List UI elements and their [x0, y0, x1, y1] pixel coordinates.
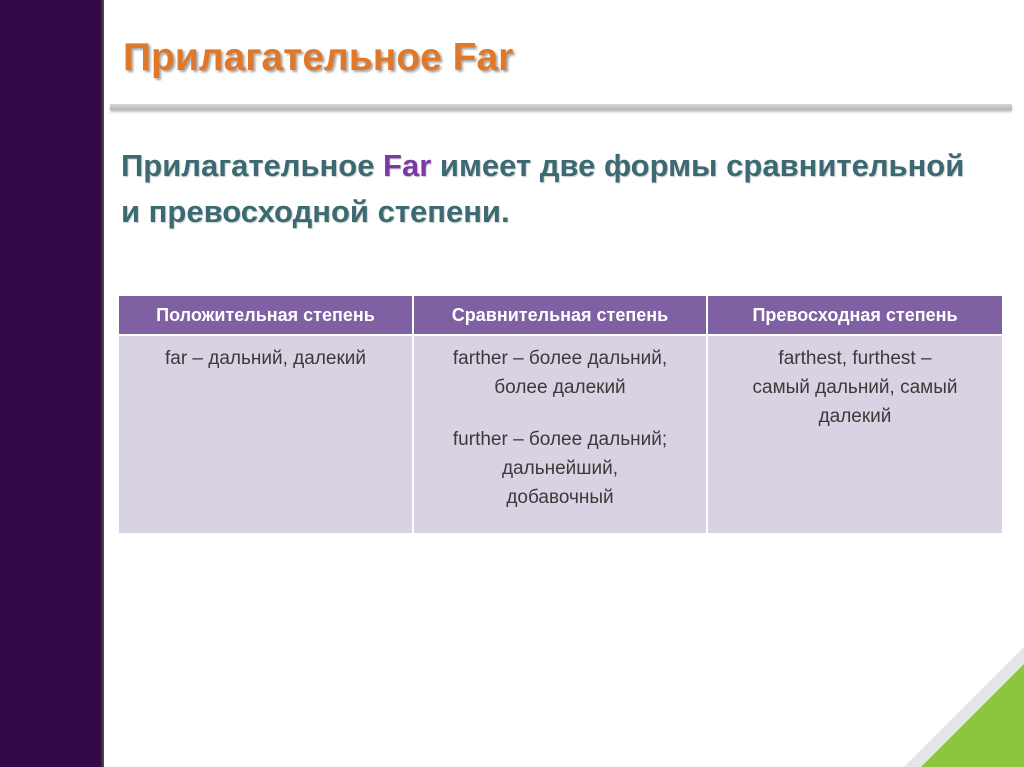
slide-subtitle — [121, 143, 981, 235]
cell-line: far – дальний, далекий — [164, 348, 367, 369]
cell-line: добавочный — [506, 487, 614, 508]
cell-positive — [119, 335, 413, 533]
cell-line: дальнейший, — [501, 458, 619, 479]
cell-line: далекий — [818, 406, 892, 427]
left-sidebar-bar — [0, 0, 100, 767]
corner-decoration-triangle — [921, 664, 1024, 767]
sidebar-edge — [100, 0, 104, 767]
cell-line: farthest, furthest – — [778, 348, 932, 369]
cell-line: более далекий — [494, 377, 626, 398]
cell-superlative — [707, 335, 1002, 533]
table-row — [119, 335, 1002, 533]
cell-spacer — [422, 402, 698, 425]
header-comparative: Сравнительная степень — [413, 296, 707, 335]
degrees-table — [119, 296, 1002, 533]
title-divider — [110, 104, 1012, 110]
subtitle-text-end: имеет две формы сравнительной и превосходной степени. — [121, 148, 965, 229]
slide-title: Прилагательное Far — [123, 36, 514, 79]
subtitle-text-start: Прилагательное — [121, 148, 384, 183]
subtitle-accent-word: Far — [383, 148, 432, 183]
header-superlative: Превосходная степень — [707, 296, 1002, 335]
cell-line: farther – более дальний, — [452, 348, 668, 369]
cell-comparative — [413, 335, 707, 533]
header-positive: Положительная степень — [119, 296, 413, 335]
cell-line: further – более дальний; — [452, 429, 668, 450]
table-header-row — [119, 296, 1002, 335]
cell-line: самый дальний, самый — [752, 377, 958, 398]
